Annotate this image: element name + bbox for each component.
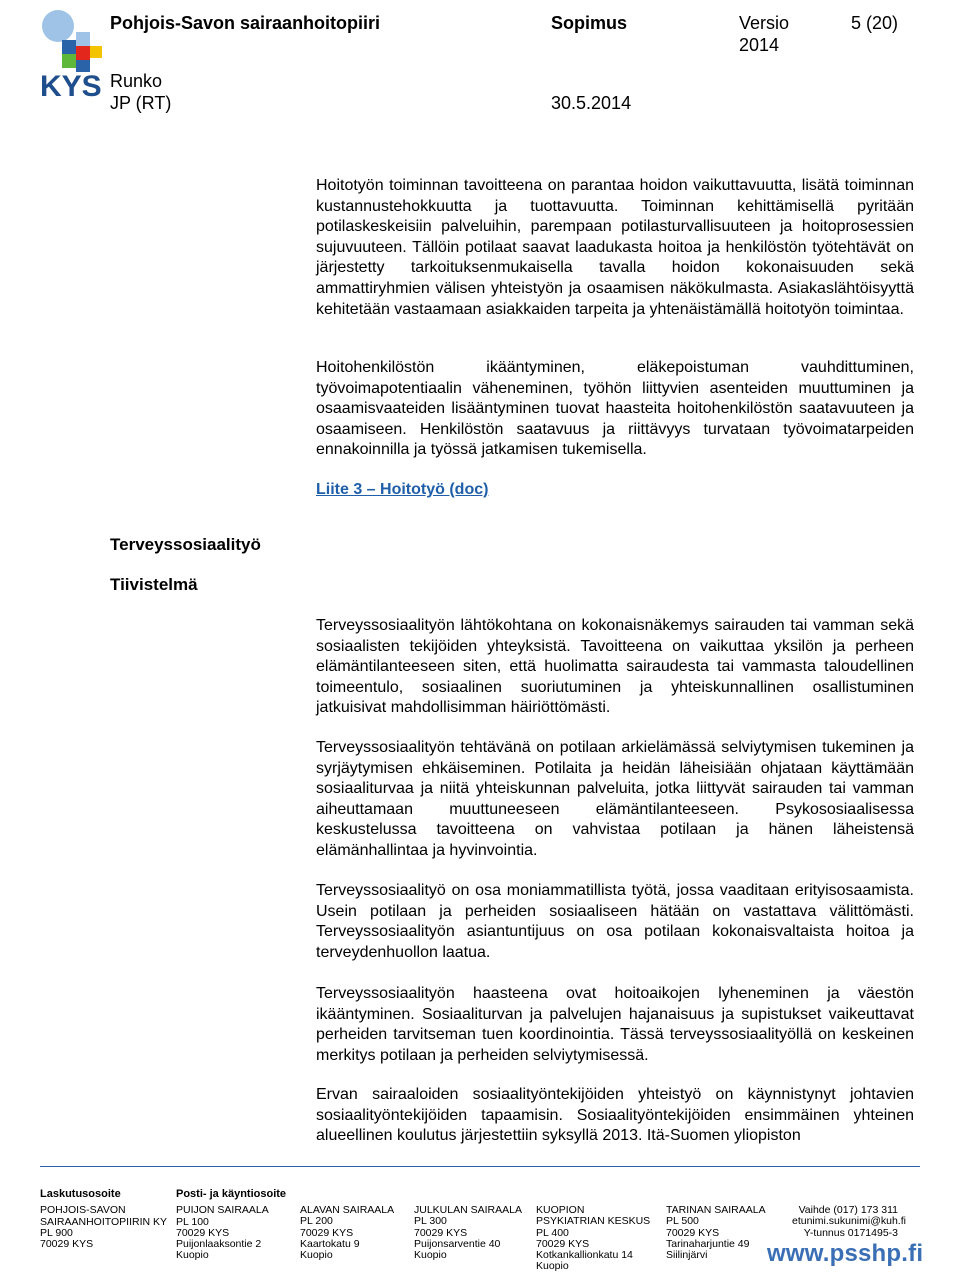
paragraph-cooperation: Ervan sairaaloiden sosiaalityöntekijöiden yhteistyö on käynnistynyt johtavien sosiaalityöntekijöiden tapaamisin. Sosiaalityöntekijöiden ensimmäinen yhteinen alueellinen koulutus järjestettiin syksyllä 2013. Itä-Suomen yliopiston [316,1086,914,1145]
paragraph-challenges: Terveyssosiaalityön haasteena ovat hoitoaikojen lyheneminen ja väestön ikääntyminen. Sosiaaliturvan ja palvelujen hajanaisuus ja supistukset vaikeuttavat perheiden tarvitseman tuen koordinointia. Tässä terveyssosiaalityöllä on keskeinen merkitys potilaan ja perheiden selviytymisessä. [316,985,914,1064]
paragraph-staff-availability: Hoitohenkilöstön ikääntyminen, eläkepoistuman vauhdittuminen, työvoimapotentiaalin väheneminen, työhön liittyvien asenteiden muuttuminen ja osaamisvaateiden lisääntyminen tuovat haasteita hoitohenkilöstön saatavuuteen ja osaamiseen. Henkilöstön saatavuus ja riittävyys turvataan työvoimatarpeiden ennakoinnilla ja työssä jatkamisen tukemisella. [316,359,914,459]
footer-line: Puijonlaaksontie 2 [176,1238,262,1251]
footer-tarina [666,1205,766,1261]
footer-billing-heading: Laskutusosoite [40,1188,121,1200]
footer-line: PL 200 [300,1215,333,1228]
doc-subtitle: Runko [110,71,163,91]
footer-phone: Vaihde (017) 173 311 [798,1204,898,1216]
footer-line: SAIRAANHOITOPIIRIN KY [40,1215,167,1228]
footer-line: 70029 KYS [300,1226,354,1239]
footer-puijo [176,1189,286,1262]
version-year: 2014 [739,35,780,55]
section-heading: Terveyssosiaalityö [110,535,261,554]
page-number: 5 (20) [851,13,899,33]
paragraph-tasks: Terveyssosiaalityön tehtävänä on potilaan arkielämässä selviytymisen tukeminen ja syrjäytymisen ehkäiseminen. Potilaita ja heidän läheisiään ohjataan käyttämään sosiaaliturvaa ja niitä yhteiskunnan palveluita, jotka liittyvät sairauden tai vamman aiheuttamaan muuttuneeseen elämäntilanteeseen. Psykososiaalisessa keskustelussa tavoitteena on vahvistaa potilaan ja hänen läheistensä elämänhallintaa ja hyvinvointia. [316,739,914,859]
logo-text: KYS [40,70,102,103]
footer-line: 70029 KYS [666,1226,720,1239]
footer-line: Tarinaharjuntie 49 [666,1237,750,1250]
footer-line: Kotkankallionkatu 14 [536,1249,633,1262]
footer-julkula [414,1205,522,1261]
footer-line: TARINAN SAIRAALA [666,1204,766,1216]
attachment-link[interactable]: Liite 3 – Hoitotyö (doc) [316,481,489,498]
footer-email[interactable]: etunimi.sukunimi@kuh.fi [792,1215,906,1228]
doc-date: 30.5.2014 [551,93,632,113]
footer-line: Kuopio [176,1249,209,1262]
footer-line: PSYKIATRIAN KESKUS [536,1215,651,1228]
footer-alava [300,1205,394,1261]
footer-line: PUIJON SAIRAALA [176,1204,269,1217]
footer-line: PL 900 [40,1226,73,1239]
footer-line: 70029 KYS [414,1226,468,1239]
org-name: Pohjois-Savon sairaanhoitopiiri [110,13,381,33]
footer-business-id: Y-tunnus 0171495-3 [803,1226,898,1239]
doc-type: Sopimus [551,13,628,33]
version-label: Versio [739,13,790,33]
footer-line: 70029 KYS [40,1238,94,1251]
footer-line: PL 300 [414,1215,447,1228]
footer-line: Kaartokatu 9 [300,1237,360,1250]
paragraph-nursing-goals: Hoitotyön toiminnan tavoitteena on parantaa hoidon vaikuttavuutta, lisätä toiminnan kustannustehokkuutta ja tuottavuutta. Toiminnan kehittämisellä pyritään potilaskeskeisiin palveluihin, parempaan potilasturvallisuuteen ja hoitoprosessien sujuvuuteen. Tällöin potilaat saavat laadukasta hoitoa ja henkilöstön työtehtävät on järjestetty tarkoituksenmukaisella tavalla hoidon kokonaisuuden sekä ammattiryhmien välisen yhteistyön ja osaamisen näkökulmasta. Asiakaslähtöisyyttä kehitetään vastaamaan asiakkaiden tarpeita ja yhtenäistämällä hoitotyön toimintaa. [316,177,914,318]
author: JP (RT) [110,93,172,113]
sub-heading: Tiivistelmä [110,575,198,594]
footer-line: ALAVAN SAIRAALA [300,1204,395,1216]
footer-billing [40,1189,167,1250]
footer-line: POHJOIS-SAVON [40,1204,126,1217]
footer-line: PL 500 [666,1215,699,1228]
paragraph-starting-point: Terveyssosiaalityön lähtökohtana on kokonaisnäkemys sairauden tai vamman sekä sosiaalisten tekijöiden yhteyksistä. Tavoitteena on vaikuttaa yksilön ja perheen elämäntilanteeseen siten, että huolimatta sairaudesta tai vammasta taloudellinen toimeentulo, sosiaalinen suoriutuminen ja yhteiskunnallinen osallistuminen jatkuisivat mahdollisimman häiriöttömästi. [316,617,914,717]
footer-line: PL 400 [536,1226,569,1239]
footer-line: JULKULAN SAIRAALA [414,1204,522,1216]
footer-contact [792,1204,906,1239]
footer-line: KUOPION [536,1204,585,1216]
footer-line: 70029 KYS [176,1226,230,1239]
footer-divider [40,1166,920,1167]
footer-line: PL 100 [176,1215,209,1228]
paragraph-multiprofessional: Terveyssosiaalityö on osa moniammatillista työtä, jossa vaaditaan erityisosaamista. Usein potilaan ja perheiden sosiaaliseen hätään on vastattava välittömästi. Terveyssosiaalityön asiantuntijuus on osa potilaan kokonaisvaltaista hoitoa ja terveydenhuollon laatua. [316,882,914,961]
footer-line: Kuopio [414,1249,447,1262]
footer-line: 70029 KYS [536,1237,590,1250]
website-link[interactable]: www.psshp.fi [767,1240,924,1267]
footer-line: Kuopio [536,1260,569,1273]
footer-line: Puijonsarventie 40 [414,1237,501,1250]
footer-psychiatry [536,1205,650,1273]
footer-address-heading: Posti- ja käyntiosoite [176,1188,287,1200]
footer-line: Kuopio [300,1249,333,1262]
footer-line: Siilinjärvi [666,1249,708,1262]
